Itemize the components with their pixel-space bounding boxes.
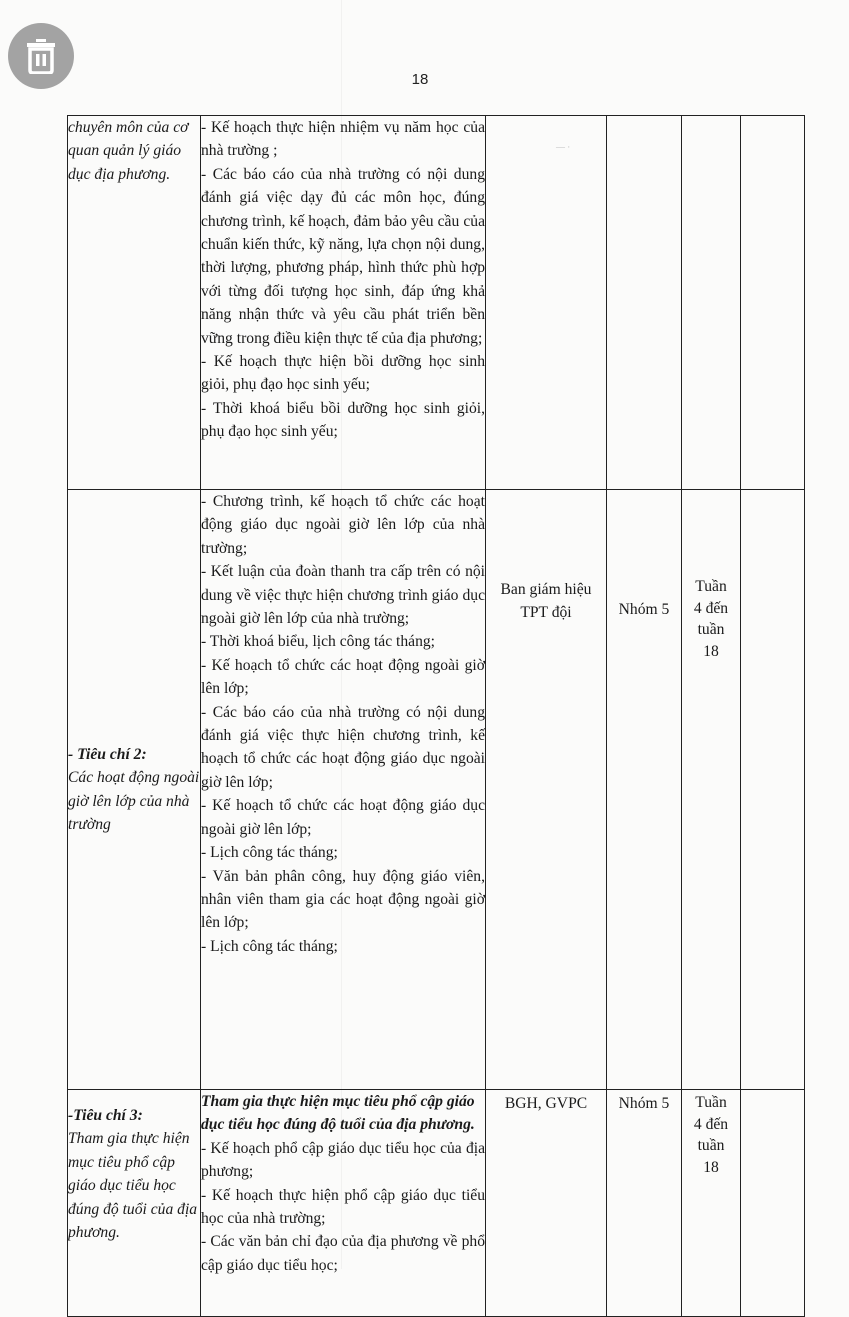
evidence-item: - Kế hoạch thực hiện nhiệm vụ năm học của nhà trường ; <box>201 119 485 160</box>
criterion-cell <box>68 1090 201 1317</box>
criterion-text: Tham gia thực hiện mục tiêu phổ cập giáo dục tiểu học đúng độ tuổi của địa phương. <box>68 1130 198 1242</box>
scan-artifact: — · <box>556 142 571 152</box>
criterion-text: Các hoạt động ngoài giờ lên lớp của nhà trường <box>68 769 200 833</box>
evidence-item: - Kết luận của đoàn thanh tra cấp trên có nội dung về việc thực hiện chương trình giáo dục ngoài giờ lên lớp của nhà trường; <box>201 563 485 628</box>
evidence-heading: Tham gia thực hiện mục tiêu phổ cập giáo dục tiểu học đúng độ tuổi của địa phương. <box>201 1093 475 1134</box>
table-row <box>68 116 805 490</box>
evidence-item: - Các báo cáo của nhà trường có nội dung đánh giá việc dạy đủ các môn học, đúng chương trình, kế hoạch, đảm bảo yêu cầu của chuẩn kiến thức, kỹ năng, lựa chọn nội dung, thời lượng, phương pháp, hình thức phù hợp với từng đối tượng học sinh, đáp ứng khả năng nhận thức và yêu cầu phát triển bền vững trong điều kiện thực tế của địa phương; <box>201 165 485 347</box>
time-cell <box>682 116 741 490</box>
evaluation-table <box>67 115 805 1317</box>
responsible-cell <box>486 116 607 490</box>
evidence-item: - Các báo cáo của nhà trường có nội dung đánh giá việc thực hiện chương trình, kế hoạch tổ chức các hoạt động giáo dục ngoài giờ lên lớp; <box>201 703 485 791</box>
evidence-item: - Kế hoạch thực hiện phổ cập giáo dục tiểu học của nhà trường; <box>201 1186 485 1228</box>
evidence-item: - Các văn bản chỉ đạo của địa phương về phổ cập giáo dục tiểu học; <box>201 1233 485 1274</box>
criterion-label: - Tiêu chí 2: <box>68 745 147 763</box>
note-cell <box>741 490 805 1090</box>
evidence-item: - Thời khoá biểu, lịch công tác tháng; <box>201 633 436 651</box>
table-row <box>68 1090 805 1317</box>
evidence-item: - Lịch công tác tháng; <box>201 844 338 862</box>
group-cell: Nhóm 5 <box>607 1090 682 1317</box>
criterion-cell <box>68 116 201 490</box>
group-cell: Nhóm 5 <box>607 490 682 1090</box>
evidence-cell <box>201 490 486 1090</box>
evidence-cell <box>201 1090 486 1317</box>
evidence-cell <box>201 116 486 490</box>
evidence-item: - Kế hoạch thực hiện bồi dưỡng học sinh giỏi, phụ đạo học sinh yếu; <box>201 353 485 394</box>
responsible-cell: BGH, GVPC <box>486 1090 607 1317</box>
note-cell <box>741 116 805 490</box>
evidence-item: - Kế hoạch tổ chức các hoạt động giáo dục ngoài giờ lên lớp; <box>201 797 485 838</box>
time-cell: Tuần 4 đến tuần 18 <box>682 490 741 1090</box>
criterion-text: chuyên môn của cơ quan quản lý giáo dục địa phương. <box>68 119 189 183</box>
delete-button[interactable] <box>8 23 74 89</box>
group-cell <box>607 116 682 490</box>
note-cell <box>741 1090 805 1317</box>
evidence-item: - Chương trình, kế hoạch tổ chức các hoạt động giáo dục ngoài giờ lên lớp của nhà trường; <box>201 493 485 557</box>
evidence-item: - Kế hoạch phổ cập giáo dục tiểu học của địa phương; <box>201 1139 485 1181</box>
time-cell: Tuần 4 đến tuần 18 <box>682 1090 741 1317</box>
evidence-item: - Văn bản phân công, huy động giáo viên, nhân viên tham gia các hoạt động ngoài giờ lên lớp; <box>201 867 485 932</box>
criterion-cell <box>68 490 201 1090</box>
page-number: 18 <box>411 71 429 88</box>
evidence-item: - Kế hoạch tổ chức các hoạt động ngoài giờ lên lớp; <box>201 656 485 698</box>
evidence-item: - Lịch công tác tháng; <box>201 937 338 955</box>
trash-icon <box>25 38 57 74</box>
evidence-item: - Thời khoá biểu bồi dưỡng học sinh giỏi, phụ đạo học sinh yếu; <box>201 399 485 441</box>
responsible-cell: Ban giám hiệu TPT đội <box>486 490 607 1090</box>
table-row <box>68 490 805 1090</box>
criterion-label: -Tiêu chí 3: <box>68 1107 143 1124</box>
